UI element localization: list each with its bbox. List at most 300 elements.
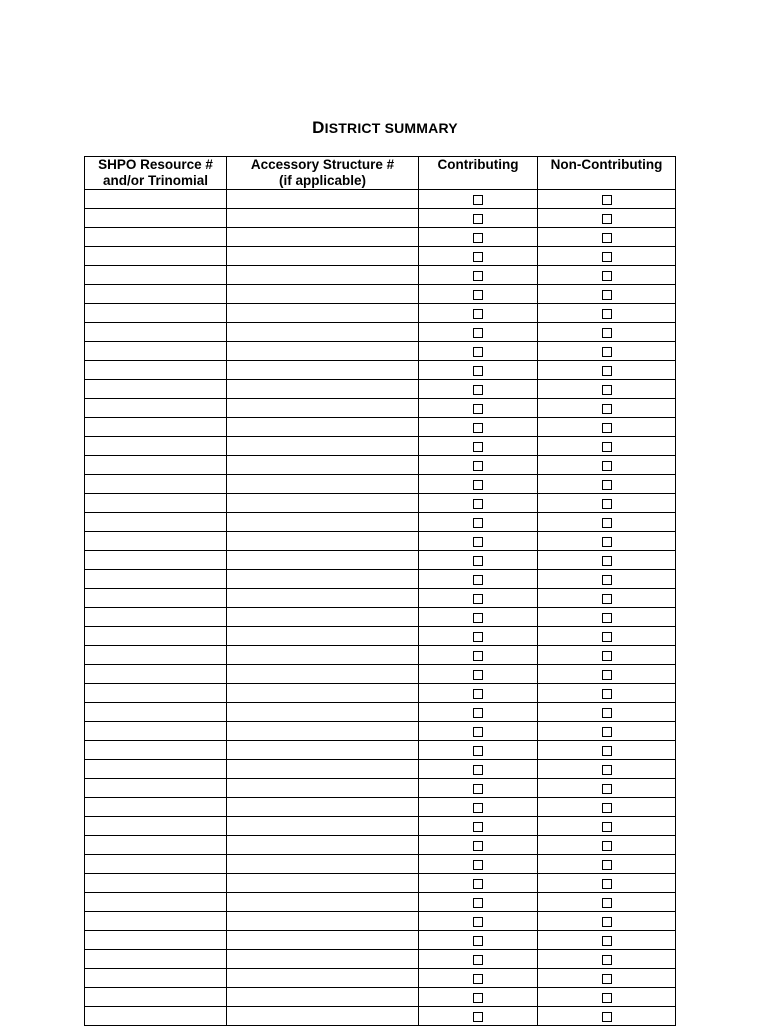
non-contributing-checkbox[interactable]	[602, 841, 612, 851]
non-contributing-cell	[538, 950, 676, 969]
non-contributing-cell	[538, 209, 676, 228]
non-contributing-cell	[538, 285, 676, 304]
non-contributing-checkbox[interactable]	[602, 252, 612, 262]
contributing-cell	[419, 722, 538, 741]
contributing-cell	[419, 703, 538, 722]
accessory-structure-cell[interactable]	[227, 665, 419, 684]
contributing-cell	[419, 855, 538, 874]
shpo-resource-cell[interactable]	[85, 342, 227, 361]
shpo-resource-cell[interactable]	[85, 190, 227, 209]
contributing-cell	[419, 494, 538, 513]
accessory-structure-cell[interactable]	[227, 209, 419, 228]
table-row	[85, 399, 676, 418]
accessory-structure-cell[interactable]	[227, 988, 419, 1007]
non-contributing-checkbox[interactable]	[602, 613, 612, 623]
shpo-resource-cell[interactable]	[85, 741, 227, 760]
table-row	[85, 893, 676, 912]
non-contributing-cell	[538, 247, 676, 266]
non-contributing-checkbox[interactable]	[602, 214, 612, 224]
contributing-cell	[419, 760, 538, 779]
contributing-checkbox[interactable]	[473, 727, 483, 737]
contributing-checkbox[interactable]	[473, 841, 483, 851]
contributing-checkbox[interactable]	[473, 746, 483, 756]
non-contributing-checkbox[interactable]	[602, 765, 612, 775]
non-contributing-cell	[538, 855, 676, 874]
contributing-cell	[419, 304, 538, 323]
non-contributing-cell	[538, 228, 676, 247]
column-header-accessory-structure: Accessory Structure # (if applicable)	[227, 157, 419, 190]
non-contributing-cell	[538, 456, 676, 475]
table-row	[85, 874, 676, 893]
shpo-resource-cell[interactable]	[85, 532, 227, 551]
shpo-resource-cell[interactable]	[85, 304, 227, 323]
shpo-resource-cell[interactable]	[85, 551, 227, 570]
contributing-cell	[419, 285, 538, 304]
non-contributing-cell	[538, 494, 676, 513]
non-contributing-cell	[538, 665, 676, 684]
non-contributing-checkbox[interactable]	[602, 423, 612, 433]
contributing-cell	[419, 266, 538, 285]
accessory-structure-cell[interactable]	[227, 722, 419, 741]
shpo-resource-cell[interactable]	[85, 380, 227, 399]
contributing-cell	[419, 399, 538, 418]
table-row	[85, 437, 676, 456]
table-row	[85, 513, 676, 532]
contributing-checkbox[interactable]	[473, 442, 483, 452]
accessory-structure-cell[interactable]	[227, 190, 419, 209]
contributing-checkbox[interactable]	[473, 651, 483, 661]
shpo-resource-cell[interactable]	[85, 1007, 227, 1026]
shpo-resource-cell[interactable]	[85, 399, 227, 418]
non-contributing-checkbox[interactable]	[602, 518, 612, 528]
contributing-checkbox[interactable]	[473, 328, 483, 338]
non-contributing-checkbox[interactable]	[602, 632, 612, 642]
table-row	[85, 475, 676, 494]
table-row	[85, 456, 676, 475]
contributing-cell	[419, 684, 538, 703]
accessory-structure-cell[interactable]	[227, 304, 419, 323]
non-contributing-checkbox[interactable]	[602, 461, 612, 471]
non-contributing-checkbox[interactable]	[602, 556, 612, 566]
shpo-resource-cell[interactable]	[85, 988, 227, 1007]
contributing-cell	[419, 589, 538, 608]
table-row	[85, 817, 676, 836]
table-row	[85, 494, 676, 513]
shpo-resource-cell[interactable]	[85, 475, 227, 494]
contributing-cell	[419, 418, 538, 437]
non-contributing-cell	[538, 304, 676, 323]
accessory-structure-cell[interactable]	[227, 836, 419, 855]
table-row	[85, 836, 676, 855]
non-contributing-checkbox[interactable]	[602, 575, 612, 585]
non-contributing-cell	[538, 741, 676, 760]
contributing-checkbox[interactable]	[473, 613, 483, 623]
table-row	[85, 798, 676, 817]
shpo-resource-cell[interactable]	[85, 228, 227, 247]
non-contributing-cell	[538, 760, 676, 779]
contributing-cell	[419, 437, 538, 456]
contributing-checkbox[interactable]	[473, 518, 483, 528]
table-row	[85, 342, 676, 361]
contributing-checkbox[interactable]	[473, 233, 483, 243]
shpo-resource-cell[interactable]	[85, 437, 227, 456]
table-row	[85, 722, 676, 741]
non-contributing-cell	[538, 988, 676, 1007]
contributing-checkbox[interactable]	[473, 784, 483, 794]
non-contributing-checkbox[interactable]	[602, 670, 612, 680]
contributing-cell	[419, 608, 538, 627]
table-row	[85, 323, 676, 342]
non-contributing-checkbox[interactable]	[602, 727, 612, 737]
table-row	[85, 570, 676, 589]
accessory-structure-cell[interactable]	[227, 361, 419, 380]
shpo-resource-cell[interactable]	[85, 874, 227, 893]
contributing-checkbox[interactable]	[473, 993, 483, 1003]
shpo-resource-cell[interactable]	[85, 323, 227, 342]
non-contributing-cell	[538, 703, 676, 722]
non-contributing-checkbox[interactable]	[602, 385, 612, 395]
non-contributing-cell	[538, 817, 676, 836]
contributing-checkbox[interactable]	[473, 385, 483, 395]
accessory-structure-cell[interactable]	[227, 228, 419, 247]
shpo-resource-cell[interactable]	[85, 969, 227, 988]
accessory-structure-cell[interactable]	[227, 627, 419, 646]
accessory-structure-cell[interactable]	[227, 532, 419, 551]
accessory-structure-cell[interactable]	[227, 380, 419, 399]
table-row	[85, 551, 676, 570]
shpo-resource-cell[interactable]	[85, 798, 227, 817]
non-contributing-checkbox[interactable]	[602, 1012, 612, 1022]
contributing-cell	[419, 323, 538, 342]
accessory-structure-cell[interactable]	[227, 513, 419, 532]
shpo-resource-cell[interactable]	[85, 893, 227, 912]
column-header-contributing: Contributing	[419, 157, 538, 190]
shpo-resource-cell[interactable]	[85, 931, 227, 950]
shpo-resource-cell[interactable]	[85, 779, 227, 798]
non-contributing-checkbox[interactable]	[602, 404, 612, 414]
contributing-checkbox[interactable]	[473, 290, 483, 300]
contributing-checkbox[interactable]	[473, 765, 483, 775]
table-row	[85, 532, 676, 551]
table-row	[85, 741, 676, 760]
accessory-structure-cell[interactable]	[227, 912, 419, 931]
contributing-checkbox[interactable]	[473, 936, 483, 946]
table-row	[85, 285, 676, 304]
non-contributing-cell	[538, 798, 676, 817]
table-header	[85, 157, 676, 190]
contributing-checkbox[interactable]	[473, 575, 483, 585]
table-row	[85, 247, 676, 266]
shpo-resource-cell[interactable]	[85, 912, 227, 931]
non-contributing-cell	[538, 361, 676, 380]
non-contributing-checkbox[interactable]	[602, 689, 612, 699]
table-row	[85, 931, 676, 950]
non-contributing-cell	[538, 912, 676, 931]
accessory-structure-cell[interactable]	[227, 247, 419, 266]
non-contributing-cell	[538, 342, 676, 361]
contributing-checkbox[interactable]	[473, 689, 483, 699]
shpo-resource-cell[interactable]	[85, 266, 227, 285]
contributing-checkbox[interactable]	[473, 214, 483, 224]
non-contributing-checkbox[interactable]	[602, 955, 612, 965]
shpo-resource-cell[interactable]	[85, 950, 227, 969]
table-row	[85, 912, 676, 931]
non-contributing-checkbox[interactable]	[602, 822, 612, 832]
table-row	[85, 988, 676, 1007]
contributing-cell	[419, 627, 538, 646]
contributing-checkbox[interactable]	[473, 404, 483, 414]
non-contributing-cell	[538, 646, 676, 665]
contributing-cell	[419, 798, 538, 817]
accessory-structure-cell[interactable]	[227, 342, 419, 361]
non-contributing-cell	[538, 380, 676, 399]
contributing-checkbox[interactable]	[473, 556, 483, 566]
accessory-structure-cell[interactable]	[227, 646, 419, 665]
accessory-structure-cell[interactable]	[227, 703, 419, 722]
accessory-structure-cell[interactable]	[227, 741, 419, 760]
table-body	[85, 190, 676, 1026]
table-row	[85, 380, 676, 399]
contributing-cell	[419, 817, 538, 836]
shpo-resource-cell[interactable]	[85, 570, 227, 589]
contributing-checkbox[interactable]	[473, 537, 483, 547]
contributing-checkbox[interactable]	[473, 347, 483, 357]
non-contributing-checkbox[interactable]	[602, 746, 612, 756]
shpo-resource-cell[interactable]	[85, 456, 227, 475]
non-contributing-cell	[538, 266, 676, 285]
shpo-resource-cell[interactable]	[85, 285, 227, 304]
contributing-cell	[419, 342, 538, 361]
table-row	[85, 304, 676, 323]
non-contributing-checkbox[interactable]	[602, 594, 612, 604]
shpo-resource-cell[interactable]	[85, 836, 227, 855]
contributing-cell	[419, 874, 538, 893]
contributing-checkbox[interactable]	[473, 252, 483, 262]
shpo-resource-cell[interactable]	[85, 684, 227, 703]
table-row	[85, 969, 676, 988]
accessory-structure-cell[interactable]	[227, 855, 419, 874]
non-contributing-cell	[538, 323, 676, 342]
accessory-structure-cell[interactable]	[227, 589, 419, 608]
contributing-cell	[419, 969, 538, 988]
contributing-checkbox[interactable]	[473, 670, 483, 680]
non-contributing-cell	[538, 418, 676, 437]
accessory-structure-cell[interactable]	[227, 684, 419, 703]
non-contributing-cell	[538, 399, 676, 418]
non-contributing-cell	[538, 190, 676, 209]
non-contributing-checkbox[interactable]	[602, 879, 612, 889]
contributing-checkbox[interactable]	[473, 309, 483, 319]
non-contributing-cell	[538, 475, 676, 494]
contributing-cell	[419, 893, 538, 912]
non-contributing-cell	[538, 513, 676, 532]
table-row	[85, 190, 676, 209]
contributing-checkbox[interactable]	[473, 195, 483, 205]
non-contributing-checkbox[interactable]	[602, 328, 612, 338]
contributing-checkbox[interactable]	[473, 860, 483, 870]
contributing-checkbox[interactable]	[473, 632, 483, 642]
non-contributing-cell	[538, 551, 676, 570]
shpo-resource-cell[interactable]	[85, 589, 227, 608]
contributing-checkbox[interactable]	[473, 594, 483, 604]
non-contributing-cell	[538, 969, 676, 988]
non-contributing-checkbox[interactable]	[602, 860, 612, 870]
table-row	[85, 418, 676, 437]
contributing-checkbox[interactable]	[473, 461, 483, 471]
non-contributing-cell	[538, 779, 676, 798]
shpo-resource-cell[interactable]	[85, 722, 227, 741]
contributing-checkbox[interactable]	[473, 974, 483, 984]
non-contributing-cell	[538, 893, 676, 912]
contributing-cell	[419, 741, 538, 760]
contributing-checkbox[interactable]	[473, 955, 483, 965]
shpo-resource-cell[interactable]	[85, 760, 227, 779]
non-contributing-checkbox[interactable]	[602, 442, 612, 452]
table-row	[85, 266, 676, 285]
contributing-checkbox[interactable]	[473, 480, 483, 490]
table-row	[85, 703, 676, 722]
shpo-resource-cell[interactable]	[85, 361, 227, 380]
accessory-structure-cell[interactable]	[227, 551, 419, 570]
non-contributing-checkbox[interactable]	[602, 974, 612, 984]
contributing-checkbox[interactable]	[473, 423, 483, 433]
table-row	[85, 209, 676, 228]
shpo-resource-cell[interactable]	[85, 209, 227, 228]
non-contributing-checkbox[interactable]	[602, 708, 612, 718]
table-row	[85, 855, 676, 874]
shpo-resource-cell[interactable]	[85, 646, 227, 665]
accessory-structure-cell[interactable]	[227, 323, 419, 342]
accessory-structure-cell[interactable]	[227, 874, 419, 893]
accessory-structure-cell[interactable]	[227, 969, 419, 988]
contributing-cell	[419, 950, 538, 969]
accessory-structure-cell[interactable]	[227, 1007, 419, 1026]
accessory-structure-cell[interactable]	[227, 418, 419, 437]
shpo-resource-cell[interactable]	[85, 703, 227, 722]
contributing-cell	[419, 247, 538, 266]
table-row	[85, 361, 676, 380]
contributing-checkbox[interactable]	[473, 1012, 483, 1022]
contributing-checkbox[interactable]	[473, 271, 483, 281]
accessory-structure-cell[interactable]	[227, 285, 419, 304]
shpo-resource-cell[interactable]	[85, 513, 227, 532]
contributing-cell	[419, 779, 538, 798]
shpo-resource-cell[interactable]	[85, 665, 227, 684]
accessory-structure-cell[interactable]	[227, 893, 419, 912]
accessory-structure-cell[interactable]	[227, 608, 419, 627]
accessory-structure-cell[interactable]	[227, 399, 419, 418]
contributing-cell	[419, 532, 538, 551]
table-row	[85, 627, 676, 646]
contributing-cell	[419, 551, 538, 570]
shpo-resource-cell[interactable]	[85, 494, 227, 513]
non-contributing-checkbox[interactable]	[602, 480, 612, 490]
non-contributing-cell	[538, 589, 676, 608]
accessory-structure-cell[interactable]	[227, 494, 419, 513]
non-contributing-cell	[538, 722, 676, 741]
accessory-structure-cell[interactable]	[227, 950, 419, 969]
contributing-checkbox[interactable]	[473, 898, 483, 908]
shpo-resource-cell[interactable]	[85, 627, 227, 646]
non-contributing-checkbox[interactable]	[602, 366, 612, 376]
non-contributing-checkbox[interactable]	[602, 290, 612, 300]
accessory-structure-cell[interactable]	[227, 266, 419, 285]
non-contributing-cell	[538, 836, 676, 855]
accessory-structure-cell[interactable]	[227, 456, 419, 475]
accessory-structure-cell[interactable]	[227, 779, 419, 798]
contributing-checkbox[interactable]	[473, 366, 483, 376]
shpo-resource-cell[interactable]	[85, 247, 227, 266]
accessory-structure-cell[interactable]	[227, 817, 419, 836]
contributing-cell	[419, 209, 538, 228]
non-contributing-cell	[538, 931, 676, 950]
table-row	[85, 1007, 676, 1026]
non-contributing-checkbox[interactable]	[602, 651, 612, 661]
table-row	[85, 646, 676, 665]
table-row	[85, 760, 676, 779]
non-contributing-cell	[538, 874, 676, 893]
non-contributing-checkbox[interactable]	[602, 936, 612, 946]
non-contributing-checkbox[interactable]	[602, 195, 612, 205]
non-contributing-checkbox[interactable]	[602, 499, 612, 509]
accessory-structure-cell[interactable]	[227, 931, 419, 950]
table-row	[85, 665, 676, 684]
contributing-checkbox[interactable]	[473, 803, 483, 813]
non-contributing-checkbox[interactable]	[602, 537, 612, 547]
contributing-cell	[419, 988, 538, 1007]
table-row	[85, 950, 676, 969]
non-contributing-checkbox[interactable]	[602, 917, 612, 927]
table-row	[85, 589, 676, 608]
shpo-resource-cell[interactable]	[85, 608, 227, 627]
non-contributing-cell	[538, 570, 676, 589]
shpo-resource-cell[interactable]	[85, 418, 227, 437]
district-summary-table	[84, 156, 676, 1026]
accessory-structure-cell[interactable]	[227, 760, 419, 779]
accessory-structure-cell[interactable]	[227, 570, 419, 589]
shpo-resource-cell[interactable]	[85, 817, 227, 836]
contributing-checkbox[interactable]	[473, 879, 483, 889]
non-contributing-checkbox[interactable]	[602, 993, 612, 1003]
contributing-cell	[419, 912, 538, 931]
table-row	[85, 228, 676, 247]
table-row	[85, 779, 676, 798]
non-contributing-checkbox[interactable]	[602, 309, 612, 319]
non-contributing-checkbox[interactable]	[602, 271, 612, 281]
page-title: DISTRICT SUMMARY	[312, 118, 458, 137]
contributing-cell	[419, 931, 538, 950]
accessory-structure-cell[interactable]	[227, 798, 419, 817]
non-contributing-checkbox[interactable]	[602, 803, 612, 813]
shpo-resource-cell[interactable]	[85, 855, 227, 874]
column-header-non-contributing: Non-Contributing	[538, 157, 676, 190]
contributing-checkbox[interactable]	[473, 499, 483, 509]
contributing-checkbox[interactable]	[473, 917, 483, 927]
non-contributing-checkbox[interactable]	[602, 898, 612, 908]
non-contributing-checkbox[interactable]	[602, 347, 612, 357]
contributing-cell	[419, 570, 538, 589]
non-contributing-cell	[538, 437, 676, 456]
contributing-cell	[419, 513, 538, 532]
non-contributing-checkbox[interactable]	[602, 784, 612, 794]
contributing-checkbox[interactable]	[473, 708, 483, 718]
non-contributing-cell	[538, 532, 676, 551]
contributing-checkbox[interactable]	[473, 822, 483, 832]
accessory-structure-cell[interactable]	[227, 437, 419, 456]
accessory-structure-cell[interactable]	[227, 475, 419, 494]
non-contributing-checkbox[interactable]	[602, 233, 612, 243]
contributing-cell	[419, 361, 538, 380]
